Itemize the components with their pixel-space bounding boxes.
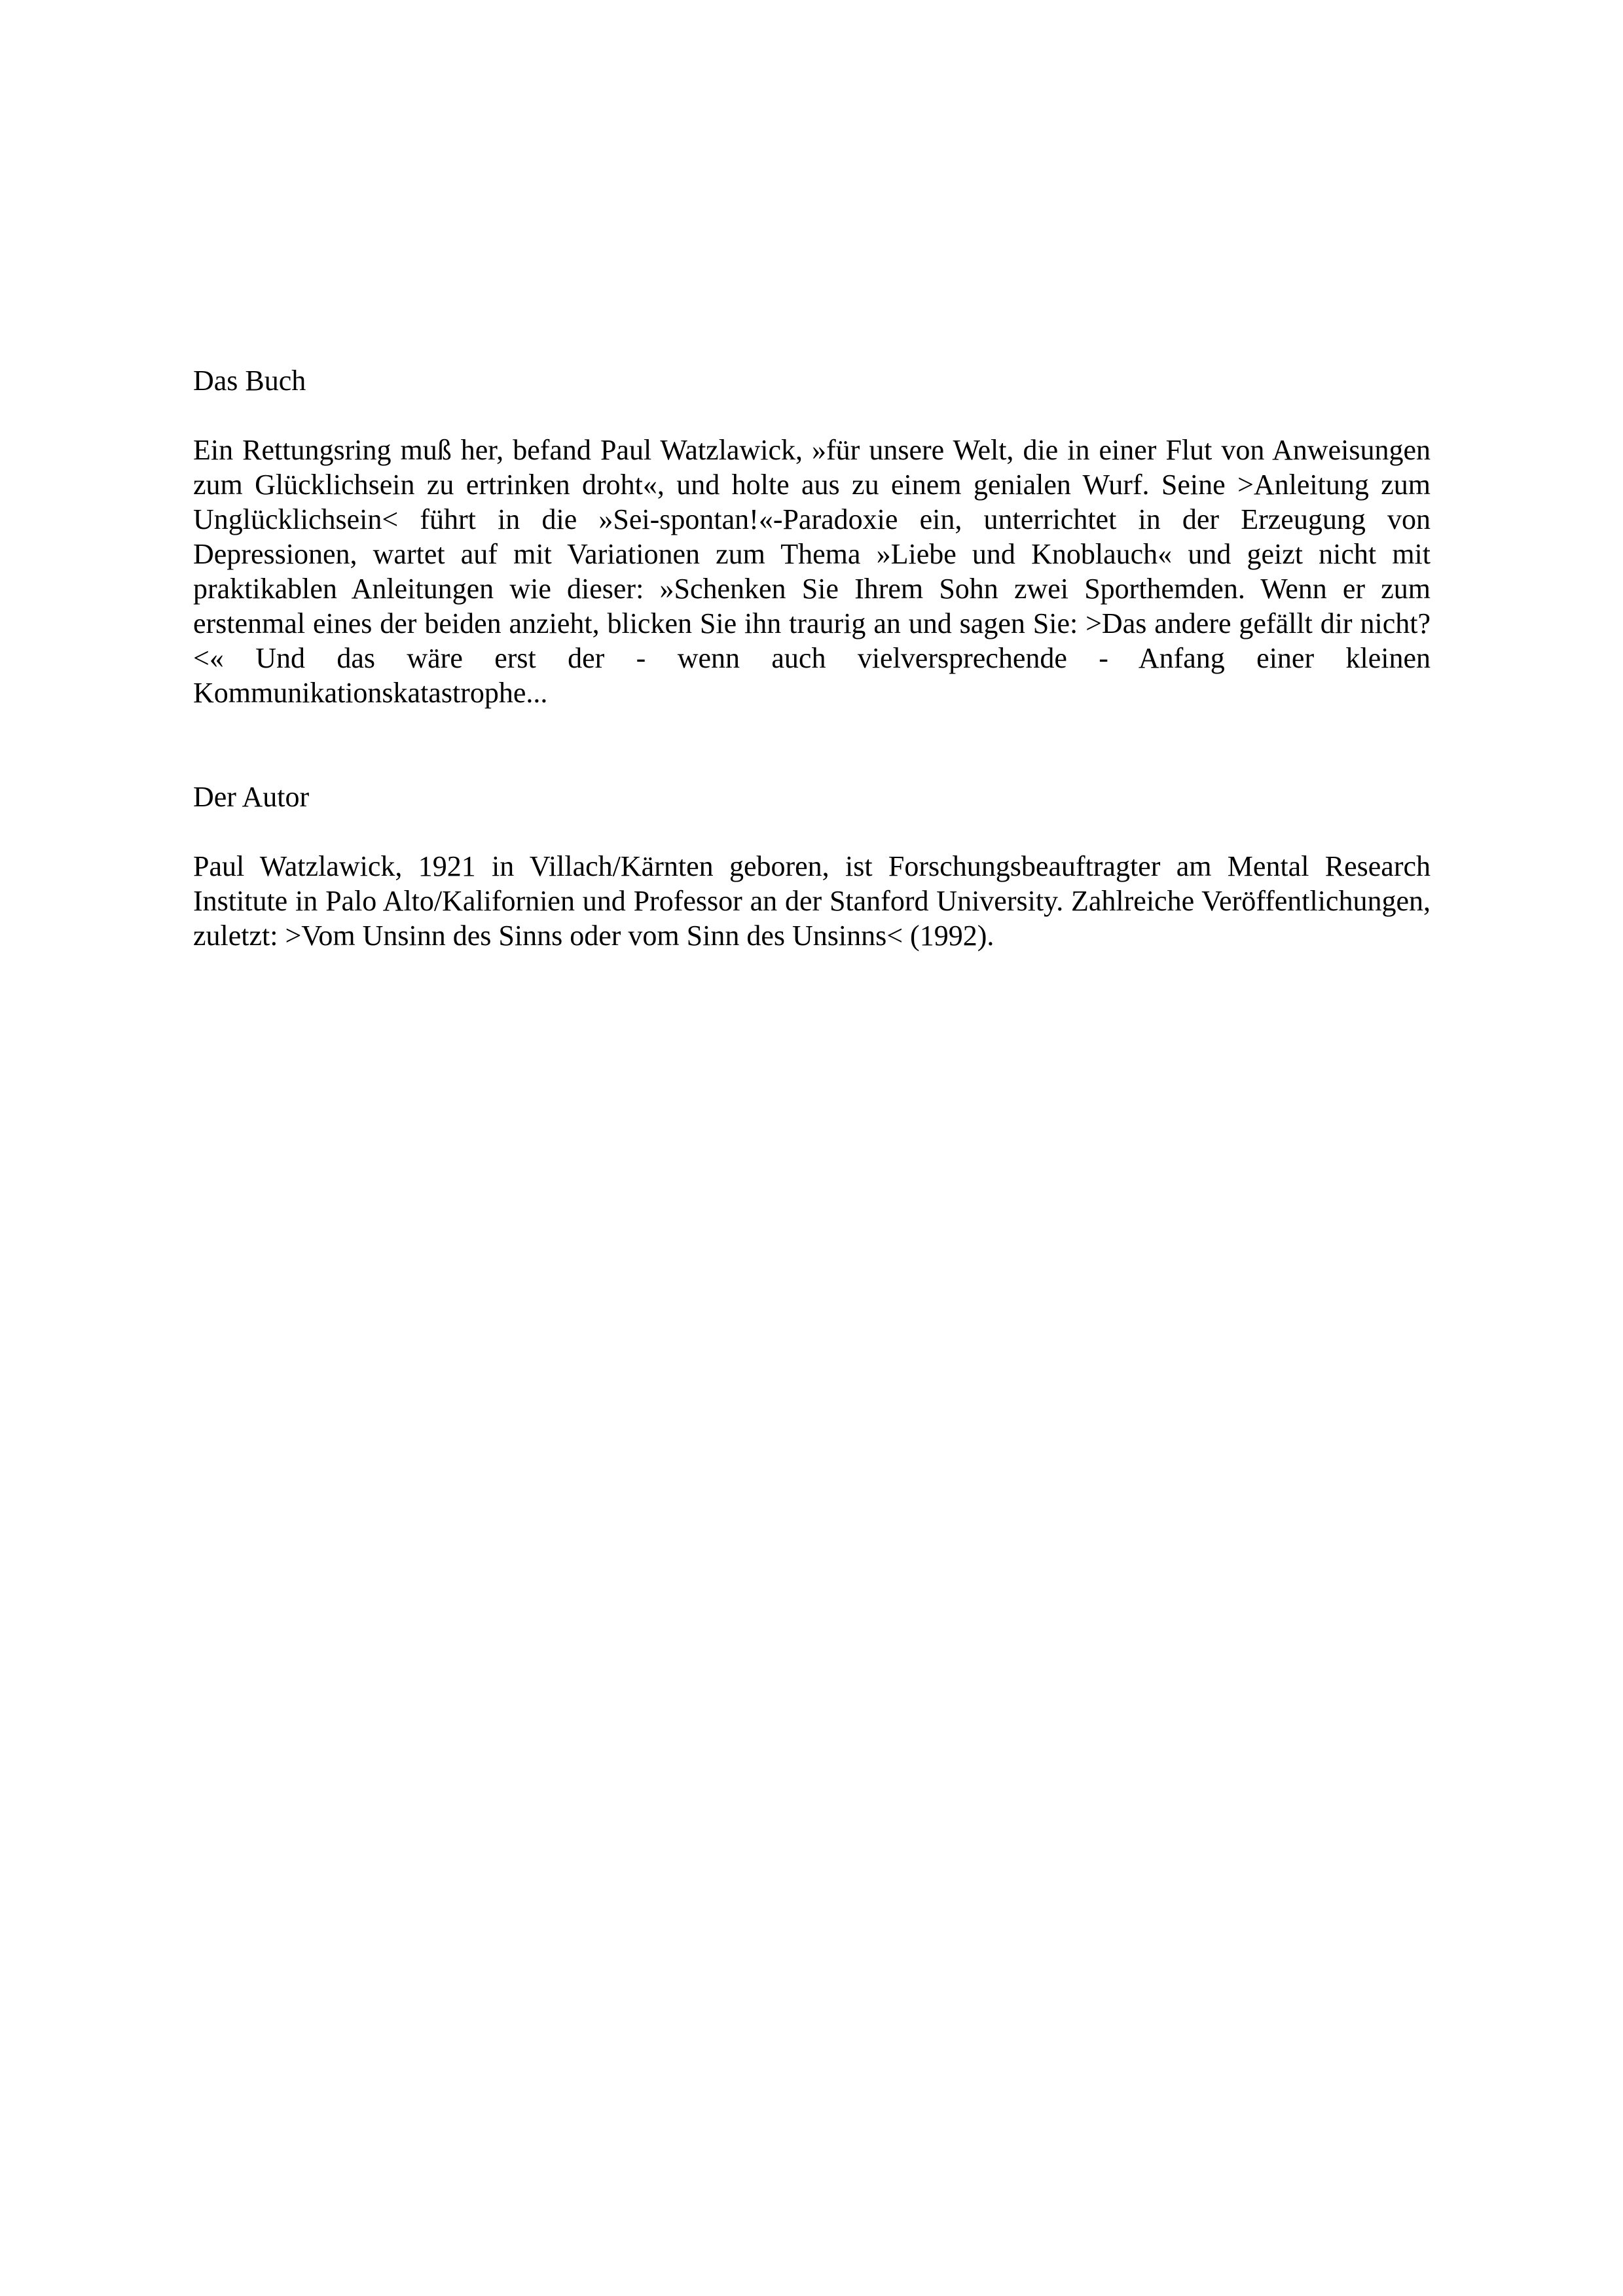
book-section-heading: Das Buch <box>193 365 306 397</box>
author-bio: Paul Watzlawick, 1921 in Villach/Kärnten geboren, ist Forschungsbeauftragter am Mental Research Institute in Palo Alto/Kalifornien und Professor an der Stanford University. Zahlreiche Veröffentlichungen, zuletzt: >Vom Unsinn des Sinns oder vom Sinn des Unsinns< (1992). <box>193 850 1431 952</box>
spacer <box>193 398 1431 433</box>
author-section-heading: Der Autor <box>193 781 310 813</box>
spacer <box>193 710 1431 780</box>
page-content <box>193 363 1431 953</box>
book-description: Ein Rettungsring muß her, befand Paul Watzlawick, »für unsere Welt, die in einer Flut von Anweisungen zum Glücklichsein zu ertrinken droht«, und holte aus zu einem genialen Wurf. Seine >Anleitung zum Unglücklichsein< führt in die »Sei-spontan!«-Paradoxie ein, unterrichtet in der Erzeugung von Depressionen, wartet auf mit Variationen zum Thema »Liebe und Knoblauch« und geizt nicht mit praktikablen Anleitungen wie dieser: »Schenken Sie Ihrem Sohn zwei Sporthemden. Wenn er zum erstenmal eines der beiden anzieht, blicken Sie ihn traurig an und sagen Sie: >Das andere gefällt dir nicht?<« Und das wäre erst der - wenn auch vielversprechende - Anfang einer kleinen Kommunikationskatastrophe... <box>193 434 1431 709</box>
spacer <box>193 814 1431 849</box>
